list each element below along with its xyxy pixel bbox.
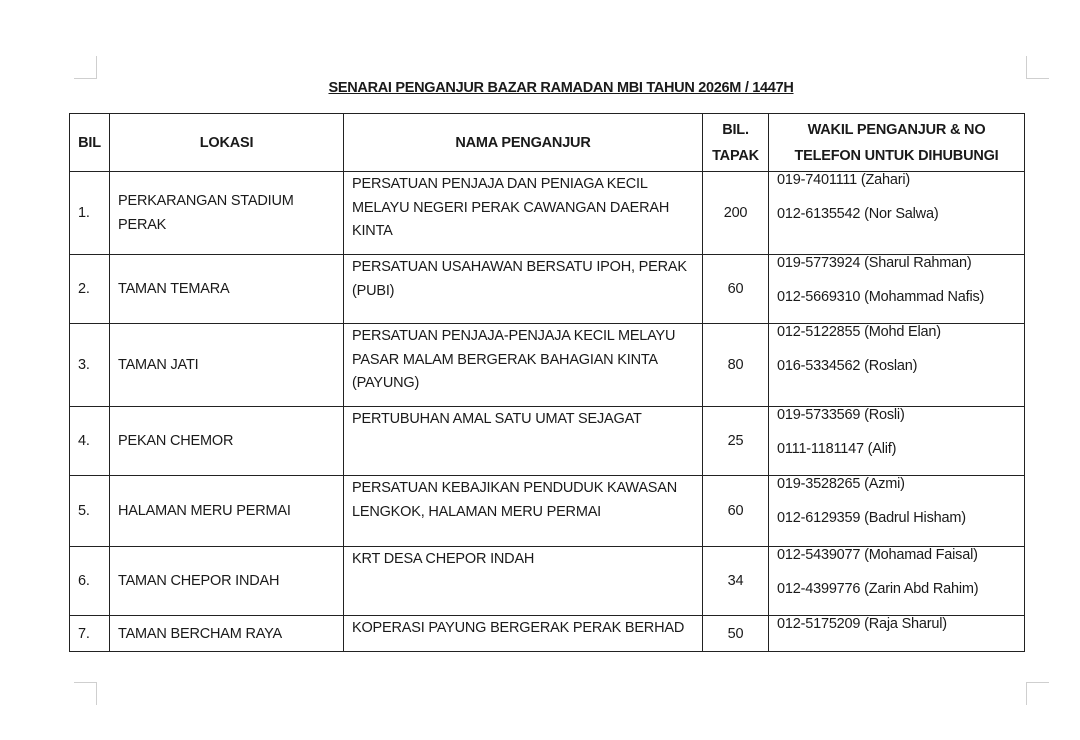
cell-nama-penganjur: KRT DESA CHEPOR INDAH [344,547,703,616]
header-wakil-line2: TELEFON UNTUK DIHUBUNGI [794,147,999,164]
cell-lokasi: TAMAN BERCHAM RAYA [110,616,344,652]
table-row [70,324,1025,407]
header-bil-tapak-line1: BIL. [722,121,749,138]
contact-entry: 012-5122855 (Mohd Elan) [777,324,941,340]
cell-lokasi: TAMAN TEMARA [110,255,344,324]
page-corner-mark-bottom-left [74,682,97,705]
table-row [70,172,1025,255]
table-row [70,407,1025,476]
cell-bil-tapak: 60 [703,255,769,324]
cell-lokasi: HALAMAN MERU PERMAI [110,476,344,547]
cell-wakil-contacts [769,407,1025,476]
cell-lokasi: TAMAN JATI [110,324,344,407]
cell-lokasi: PEKAN CHEMOR [110,407,344,476]
table-row [70,476,1025,547]
header-lokasi: LOKASI [110,114,344,172]
cell-wakil-contacts [769,324,1025,407]
cell-nama-penganjur: PERSATUAN USAHAWAN BERSATU IPOH, PERAK (PUBI) [344,255,703,324]
cell-nama-penganjur: KOPERASI PAYUNG BERGERAK PERAK BERHAD [344,616,703,652]
cell-bil: 2. [70,255,110,324]
table-row [70,255,1025,324]
header-bil-tapak [703,114,769,172]
cell-wakil-contacts [769,172,1025,255]
table-row [70,547,1025,616]
header-bil: BIL [70,114,110,172]
contact-entry: 0111-1181147 (Alif) [777,441,897,457]
cell-bil: 1. [70,172,110,255]
cell-lokasi: PERKARANGAN STADIUM PERAK [110,172,344,255]
cell-nama-penganjur: PERTUBUHAN AMAL SATU UMAT SEJAGAT [344,407,703,476]
page-corner-mark-top-left [74,56,97,79]
table-header-row [70,114,1025,172]
cell-wakil-contacts [769,476,1025,547]
contact-entry: 019-7401111 (Zahari) [777,172,911,188]
header-bil-tapak-line2: TAPAK [712,147,759,164]
cell-bil-tapak: 60 [703,476,769,547]
document-title: SENARAI PENGANJUR BAZAR RAMADAN MBI TAHUN 2026M / 1447H [328,80,794,96]
cell-wakil-contacts [769,616,1025,652]
cell-bil-tapak: 50 [703,616,769,652]
contact-entry: 012-5175209 (Raja Sharul) [777,616,947,632]
page-corner-mark-bottom-right [1026,682,1049,705]
contact-entry: 019-5733569 (Rosli) [777,407,905,423]
cell-lokasi: TAMAN CHEPOR INDAH [110,547,344,616]
contact-entry: 012-5439077 (Mohamad Faisal) [777,547,978,563]
organizer-table [69,113,1025,652]
cell-wakil-contacts [769,255,1025,324]
contact-entry: 012-6135542 (Nor Salwa) [777,206,939,222]
contact-entry: 019-5773924 (Sharul Rahman) [777,255,972,271]
cell-bil-tapak: 80 [703,324,769,407]
contact-entry: 019-3528265 (Azmi) [777,476,905,492]
contact-entry: 016-5334562 (Roslan) [777,358,918,374]
page-corner-mark-top-right [1026,56,1049,79]
cell-bil: 5. [70,476,110,547]
table-row [70,616,1025,652]
cell-bil: 6. [70,547,110,616]
contact-entry: 012-6129359 (Badrul Hisham) [777,510,966,526]
cell-bil-tapak: 200 [703,172,769,255]
header-wakil-line1: WAKIL PENGANJUR & NO [807,121,986,138]
cell-bil: 3. [70,324,110,407]
contact-entry: 012-5669310 (Mohammad Nafis) [777,289,985,305]
cell-nama-penganjur: PERSATUAN KEBAJIKAN PENDUDUK KAWASAN LENGKOK, HALAMAN MERU PERMAI [344,476,703,547]
cell-nama-penganjur: PERSATUAN PENJAJA-PENJAJA KECIL MELAYU PASAR MALAM BERGERAK BAHAGIAN KINTA (PAYUNG) [344,324,703,407]
cell-wakil-contacts [769,547,1025,616]
cell-nama-penganjur: PERSATUAN PENJAJA DAN PENIAGA KECIL MELAYU NEGERI PERAK CAWANGAN DAERAH KINTA [344,172,703,255]
cell-bil: 7. [70,616,110,652]
cell-bil-tapak: 34 [703,547,769,616]
cell-bil-tapak: 25 [703,407,769,476]
header-wakil [769,114,1025,172]
contact-entry: 012-4399776 (Zarin Abd Rahim) [777,581,979,597]
cell-bil: 4. [70,407,110,476]
header-nama-penganjur: NAMA PENGANJUR [344,114,703,172]
